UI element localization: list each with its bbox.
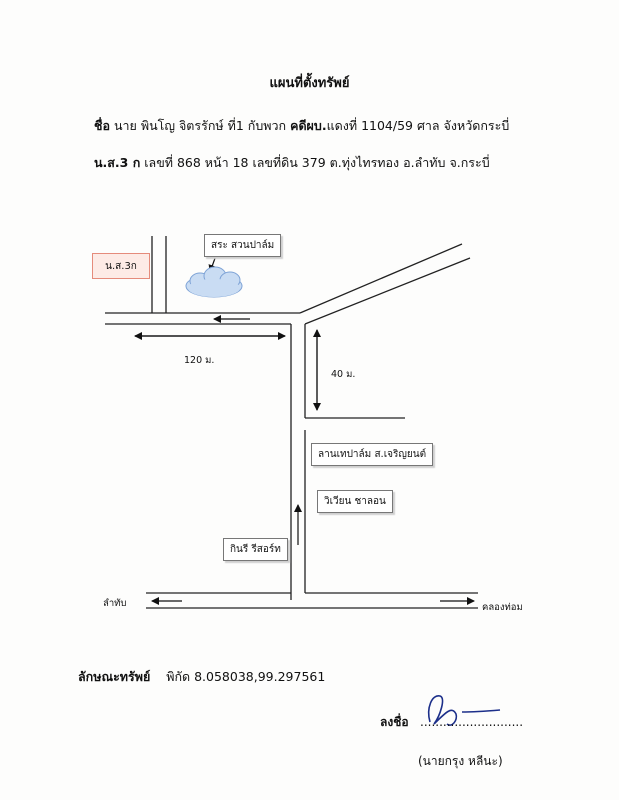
- distance-label-40: 40 ม.: [331, 369, 356, 380]
- kinnaree-resort-label: กินรี รีสอร์ท: [223, 538, 288, 561]
- khlongthom-direction-label: คลองท่อม: [482, 602, 523, 613]
- sign-dots: ...........................: [420, 715, 524, 729]
- signature-line: [380, 713, 523, 732]
- owner-name: นาย พินโญ จิตรรักษ์ ที่1 กับพวก: [110, 118, 291, 133]
- case-label: คดีผบ.: [290, 118, 327, 133]
- lamthap-direction-label: ลำทับ: [103, 598, 127, 609]
- name-label: ชื่อ: [94, 118, 110, 133]
- coordinates: พิกัด 8.058038,99.297561: [166, 669, 326, 684]
- distance-label-120: 120 ม.: [184, 355, 215, 366]
- signer-name: (นายกรุง หลีนะ): [418, 754, 503, 768]
- characteristics-line: [78, 667, 325, 687]
- road-line: [300, 244, 462, 313]
- deed-details: เลขที่ 868 หน้า 18 เลขที่ดิน 379 ต.ทุ่งไทรทอง อ.ลำทับ จ.กระบี่: [140, 155, 490, 170]
- sign-label: ลงชื่อ: [380, 715, 409, 729]
- characteristics-label: ลักษณะทรัพย์: [78, 669, 151, 684]
- case-number: แดงที่ 1104/59 ศาล จังหวัดกระบี่: [326, 118, 510, 133]
- deed-type: น.ส.3 ก: [94, 155, 141, 170]
- road-line: [305, 258, 470, 324]
- pond-label: สระ สวนปาล์ม: [204, 234, 281, 257]
- pond-cloud-icon: [186, 267, 242, 297]
- page-title: แผนที่ตั้งทรัพย์: [269, 76, 350, 91]
- parcel-label-box: น.ส.3ก: [92, 253, 150, 279]
- palm-yard-label: ลานเทปาล์ม ส.เจริญยนต์: [311, 443, 433, 466]
- vivian-label: วิเวียน ชาลอน: [317, 490, 393, 513]
